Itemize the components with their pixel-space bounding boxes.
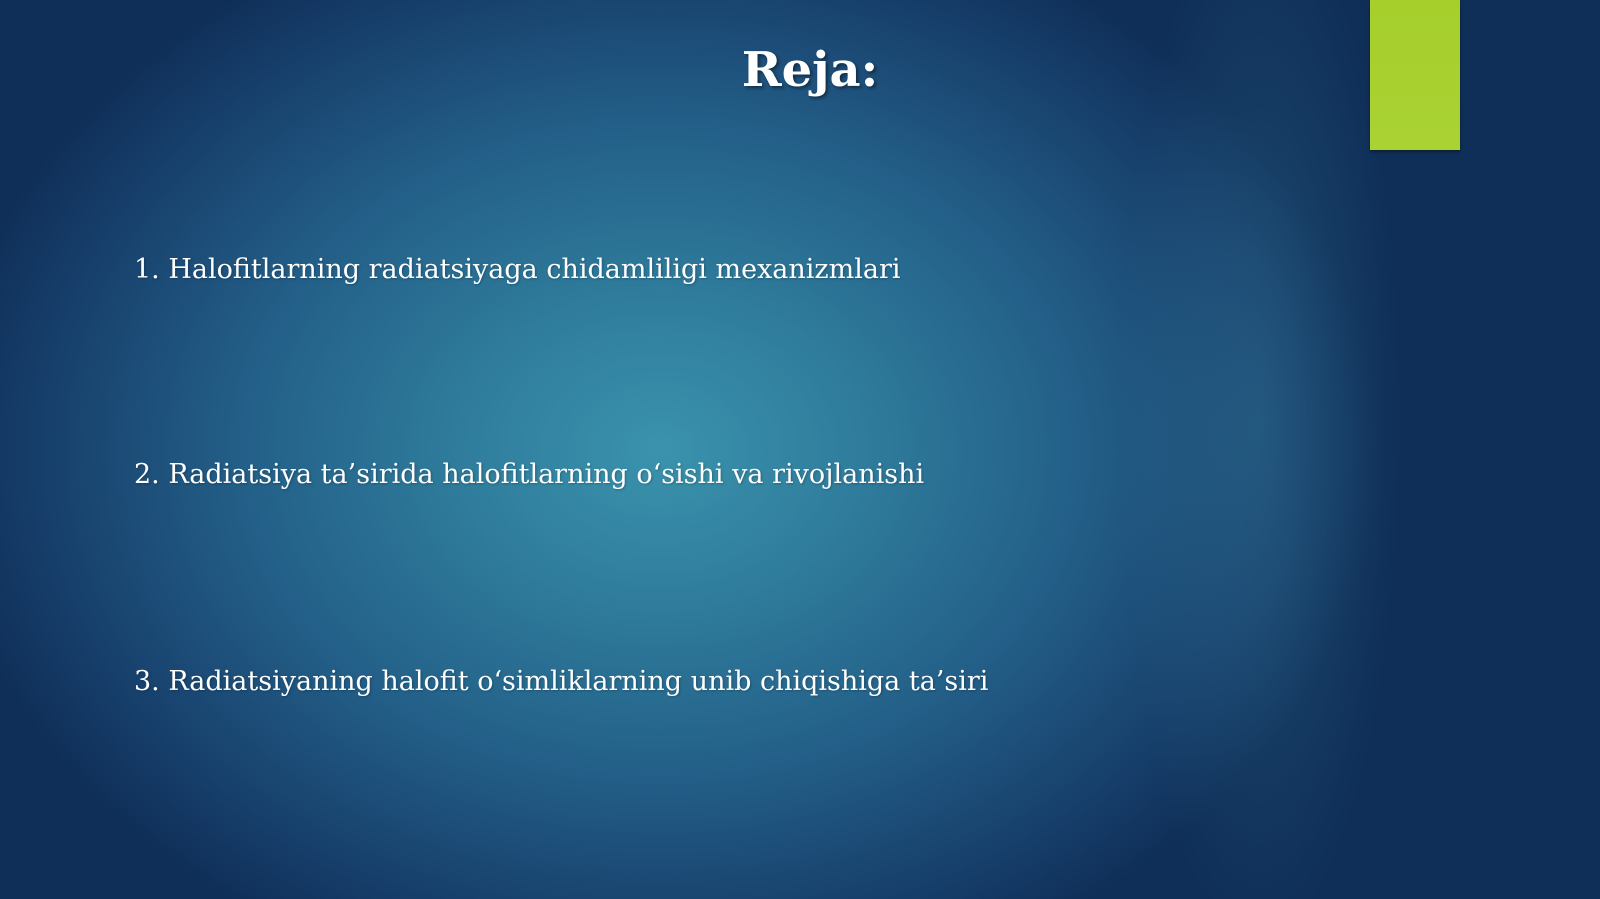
background-glow <box>1080 0 1600 899</box>
slide-title: Reja: <box>741 42 879 98</box>
plan-item-3: 3. Radiatsiyaning halofit o‘simliklarning unib chiqishiga ta’siri <box>134 666 989 697</box>
plan-item-1: 1. Halofitlarning radiatsiyaga chidamliligi mexanizmlari <box>134 254 901 285</box>
plan-item-2: 2. Radiatsiya ta’sirida halofitlarning o‘sishi va rivojlanishi <box>134 459 925 490</box>
